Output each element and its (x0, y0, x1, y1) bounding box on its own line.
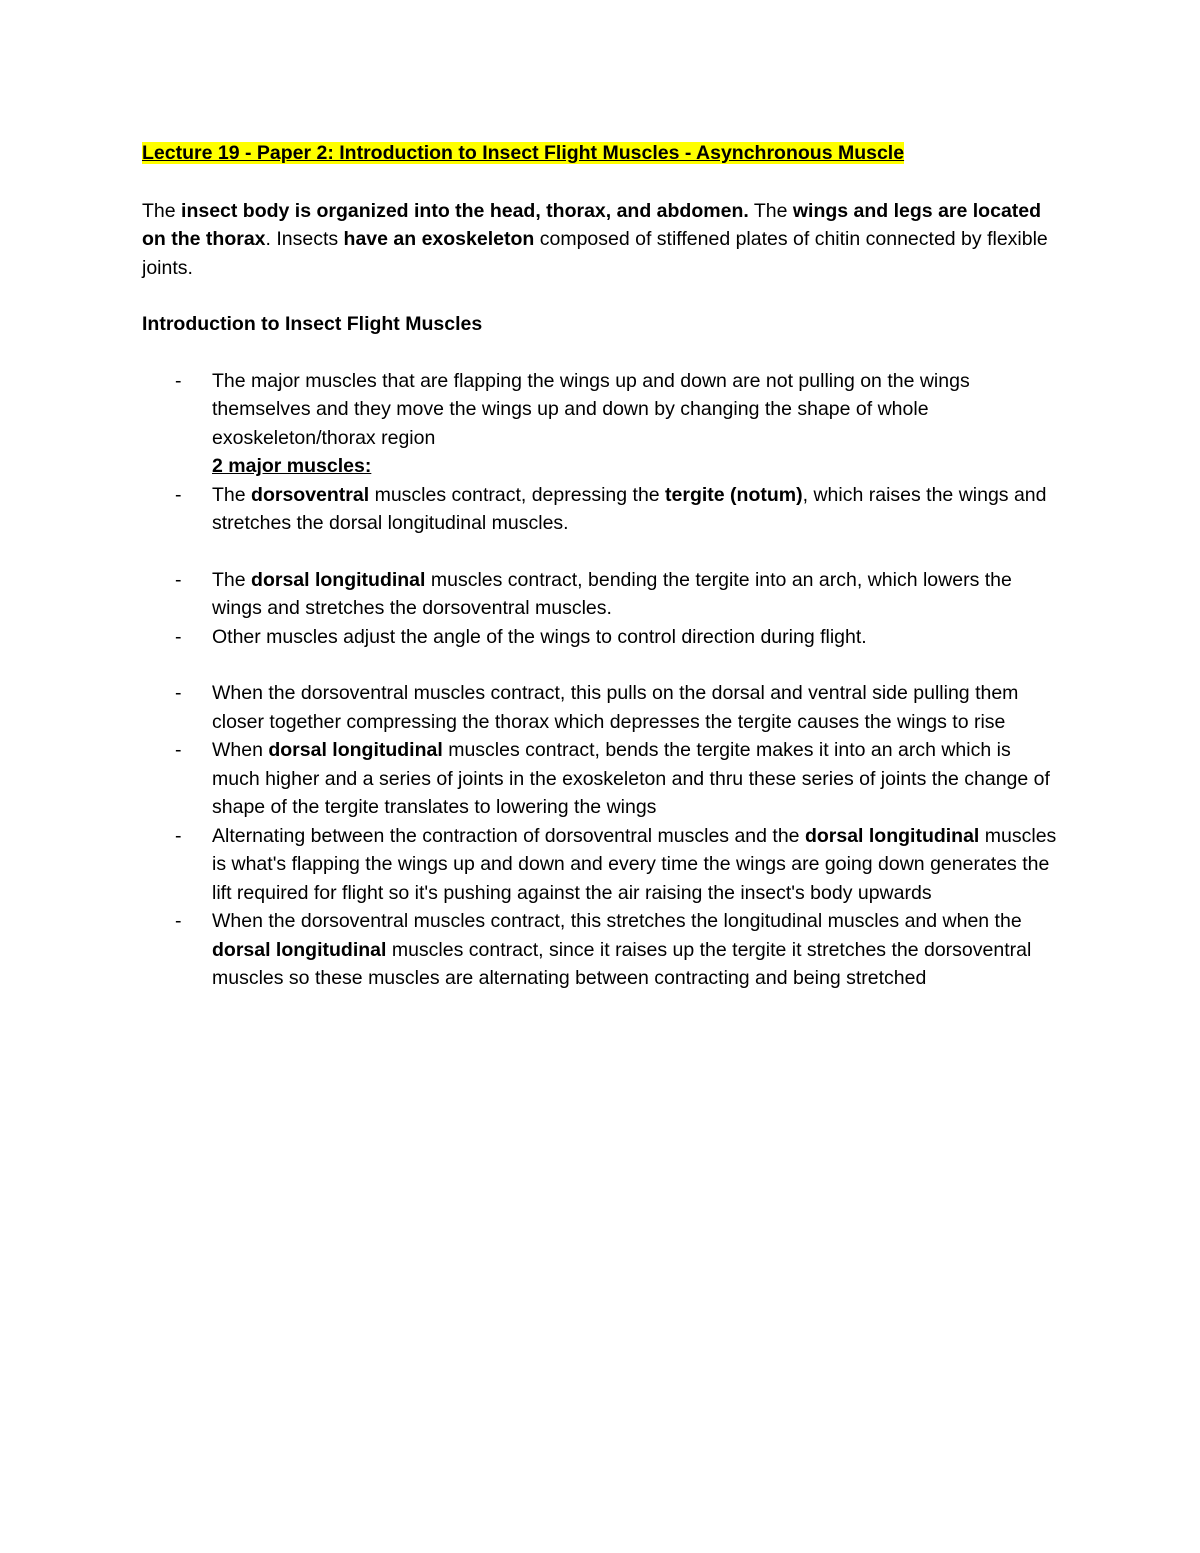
list-item (142, 736, 1062, 822)
list-item (142, 822, 1062, 908)
list-item-text: muscles contract, bends the tergite makes it into an arch which is much higher and a series of joints in the exoskeleton and thru these series of joints the change of shape of the tergite translates to lowering the wings (212, 739, 1050, 818)
list-item-text: Alternating between the contraction of dorsoventral muscles and the (212, 824, 805, 847)
list-item-text: muscles is what's flapping the wings up and down and every time the wings are going down generates the lift required for flight so it's pushing against the air raising the insect's body upwards (212, 824, 1057, 904)
list-item-text: muscles contract, bending the tergite into an arch, which lowers the wings and stretches the dorsoventral muscles. (212, 568, 1012, 619)
bold-term: dorsal longitudinal (268, 739, 443, 761)
document-title (142, 139, 1062, 168)
bold-term: dorsal longitudinal (804, 824, 980, 847)
intro-bold-2: wings and legs are located on the thorax (142, 199, 1042, 250)
dash-marker: - (175, 625, 182, 648)
dash-marker: - (175, 369, 182, 392)
list-item-text: When the dorsoventral muscles contract, this pulls on the dorsal and ventral side pulling them closer together compressing the thorax which depresses the tergite causes the wings to rise (212, 682, 1019, 733)
list-item-text: muscles contract, depressing the (369, 483, 666, 506)
intro-paragraph (142, 197, 1062, 283)
dash-marker: - (175, 824, 182, 847)
list-item (142, 367, 1062, 481)
bullet-list (142, 367, 1062, 993)
bold-term: dorsal longitudinal (212, 938, 387, 961)
list-item-text: The major muscles that are flapping the wings up and down are not pulling on the wings themselves and they move the wings up and down by changing the shape of whole exoskeleton/thorax region (212, 369, 970, 449)
dash-marker: - (175, 910, 182, 932)
list-item (142, 481, 1062, 538)
list-item-text: When (212, 739, 269, 761)
list-item-text: Other muscles adjust the angle of the wings to control direction during flight. (212, 625, 867, 648)
intro-text-2: The (748, 199, 793, 222)
title-highlight: Lecture 19 - Paper 2: Introduction to Insect Flight Muscles - Asynchronous Muscle (142, 142, 905, 164)
intro-text-1: The (142, 199, 182, 222)
bold-term: dorsal longitudinal (251, 568, 426, 591)
list-item-text: The (212, 483, 252, 506)
intro-text-3: . Insects (265, 228, 344, 250)
bold-term: dorsoventral (251, 483, 370, 506)
dash-marker: - (175, 483, 182, 506)
list-item (142, 907, 1062, 993)
list-item-text: When the dorsoventral muscles contract, this stretches the longitudinal muscles and when the (212, 910, 1022, 932)
section-heading: Introduction to Insect Flight Muscles (142, 313, 483, 335)
dash-marker: - (175, 568, 182, 591)
intro-text-4: composed of stiffened plates of chitin connected by flexible joints. (142, 228, 1048, 279)
list-item-text: , which raises the wings and stretches the dorsal longitudinal muscles. (212, 483, 1047, 534)
intro-bold-3: have an exoskeleton (343, 228, 535, 250)
bold-term: tergite (notum) (665, 483, 803, 506)
list-item (142, 679, 1062, 736)
list-item (142, 566, 1062, 623)
document-body (142, 139, 1062, 993)
sub-heading: 2 major muscles: (212, 455, 372, 477)
dash-marker: - (175, 739, 182, 761)
dash-marker: - (175, 682, 182, 704)
list-item-text: The (212, 568, 252, 591)
list-item (142, 623, 1062, 652)
intro-bold-1: insect body is organized into the head, thorax, and abdomen. (181, 199, 749, 222)
list-item-text: muscles contract, since it raises up the tergite it stretches the dorsoventral muscles so these muscles are alternating between contracting and being stretched (212, 938, 1032, 989)
